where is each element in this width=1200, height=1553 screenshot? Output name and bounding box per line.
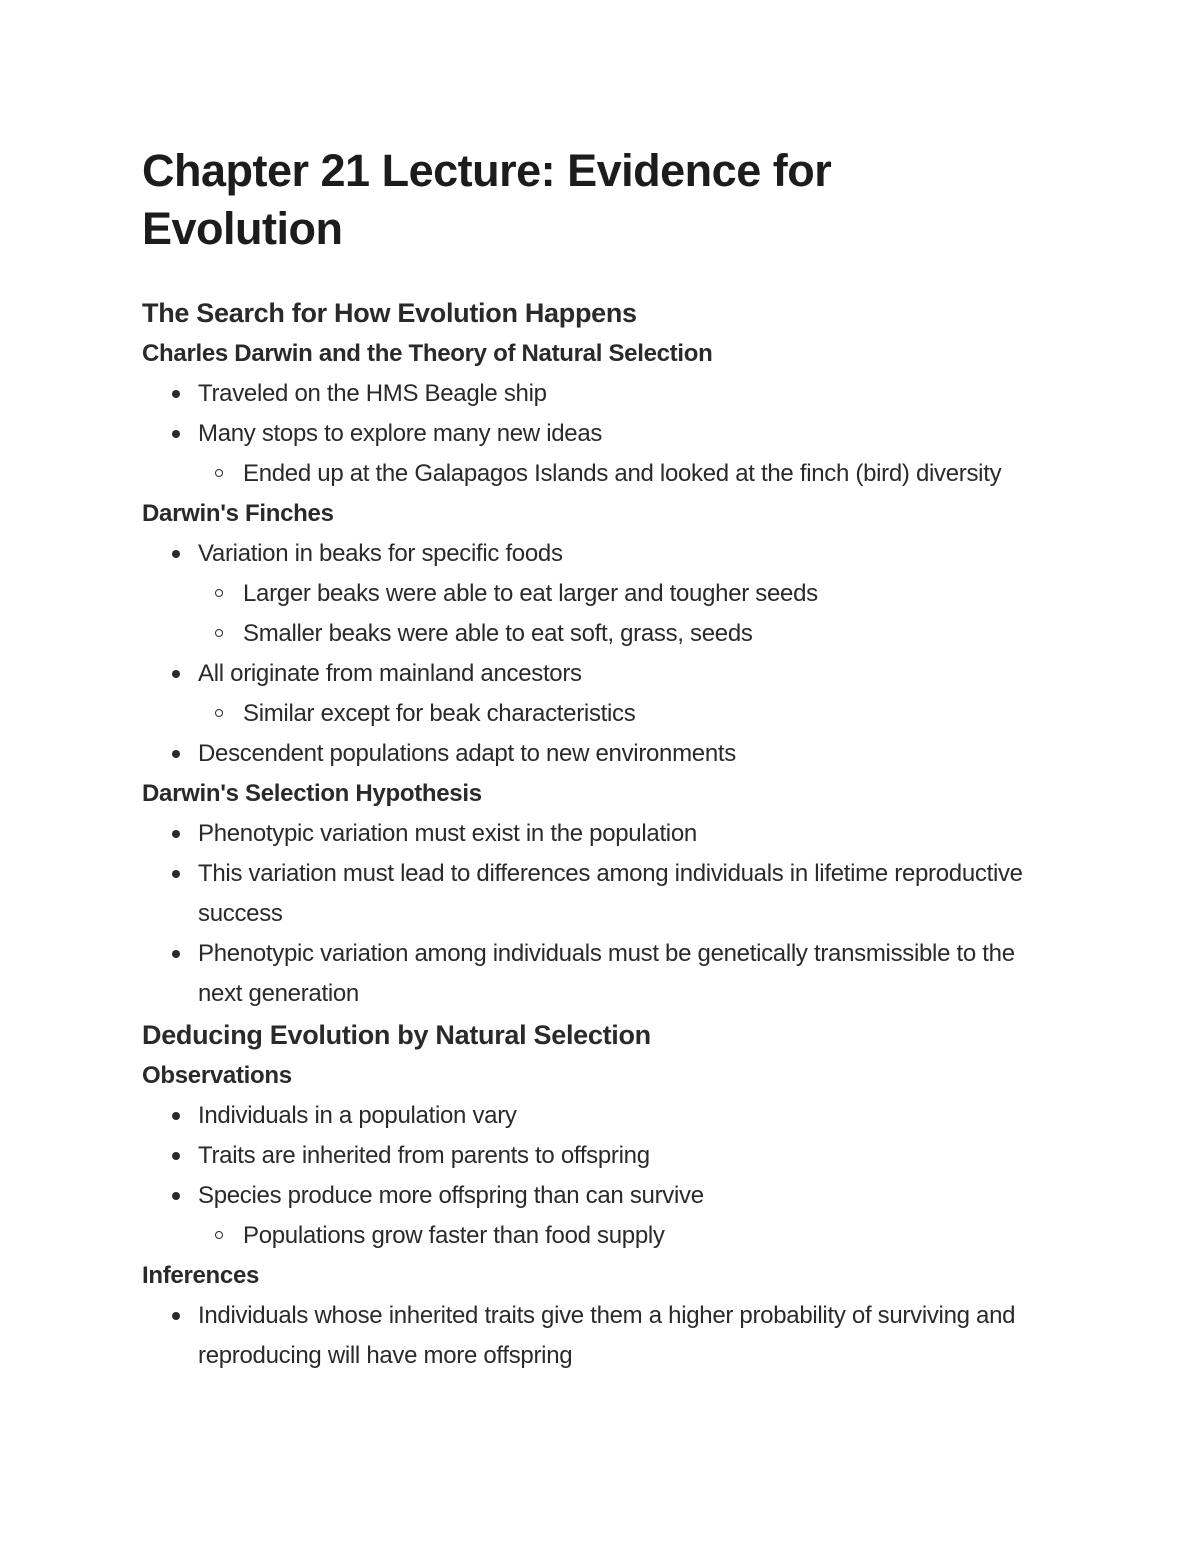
document-page xyxy=(142,142,1042,1376)
list-item: Variation in beaks for specific foods xyxy=(142,534,1042,574)
bullet-list xyxy=(142,814,1042,1014)
bullet-list xyxy=(142,534,1042,774)
list-item: This variation must lead to differences among individuals in lifetime reproductive success xyxy=(142,854,1042,934)
list-item: Individuals whose inherited traits give them a higher probability of surviving and reproducing will have more offspring xyxy=(142,1296,1042,1376)
sub-list-item: Populations grow faster than food supply xyxy=(142,1216,1042,1256)
list-item: Traveled on the HMS Beagle ship xyxy=(142,374,1042,414)
bullet-list xyxy=(142,1296,1042,1376)
list-item: Traits are inherited from parents to offspring xyxy=(142,1136,1042,1176)
page-title: Chapter 21 Lecture: Evidence for Evolution xyxy=(142,145,832,254)
bullet-list xyxy=(142,374,1042,494)
section-heading: The Search for How Evolution Happens xyxy=(142,298,637,328)
section xyxy=(142,292,1042,1014)
subsection-heading: Observations xyxy=(142,1062,292,1089)
subsection-heading: Darwin's Selection Hypothesis xyxy=(142,780,482,807)
section-heading: Deducing Evolution by Natural Selection xyxy=(142,1020,651,1050)
list-item: Descendent populations adapt to new environments xyxy=(142,734,1042,774)
list-item: Phenotypic variation must exist in the population xyxy=(142,814,1042,854)
bullet-list xyxy=(142,1096,1042,1256)
list-item: Species produce more offspring than can survive xyxy=(142,1176,1042,1216)
list-item: All originate from mainland ancestors xyxy=(142,654,1042,694)
subsection-heading: Charles Darwin and the Theory of Natural Selection xyxy=(142,340,713,367)
list-item: Phenotypic variation among individuals must be genetically transmissible to the next generation xyxy=(142,934,1042,1014)
document-body xyxy=(142,292,1042,1376)
subsection-heading: Inferences xyxy=(142,1262,260,1289)
sub-list-item: Smaller beaks were able to eat soft, grass, seeds xyxy=(142,614,1042,654)
sub-list-item: Ended up at the Galapagos Islands and looked at the finch (bird) diversity xyxy=(142,454,1042,494)
list-item: Many stops to explore many new ideas xyxy=(142,414,1042,454)
sub-list-item: Larger beaks were able to eat larger and tougher seeds xyxy=(142,574,1042,614)
list-item: Individuals in a population vary xyxy=(142,1096,1042,1136)
section xyxy=(142,1014,1042,1376)
subsection-heading: Darwin's Finches xyxy=(142,500,334,527)
sub-list-item: Similar except for beak characteristics xyxy=(142,694,1042,734)
